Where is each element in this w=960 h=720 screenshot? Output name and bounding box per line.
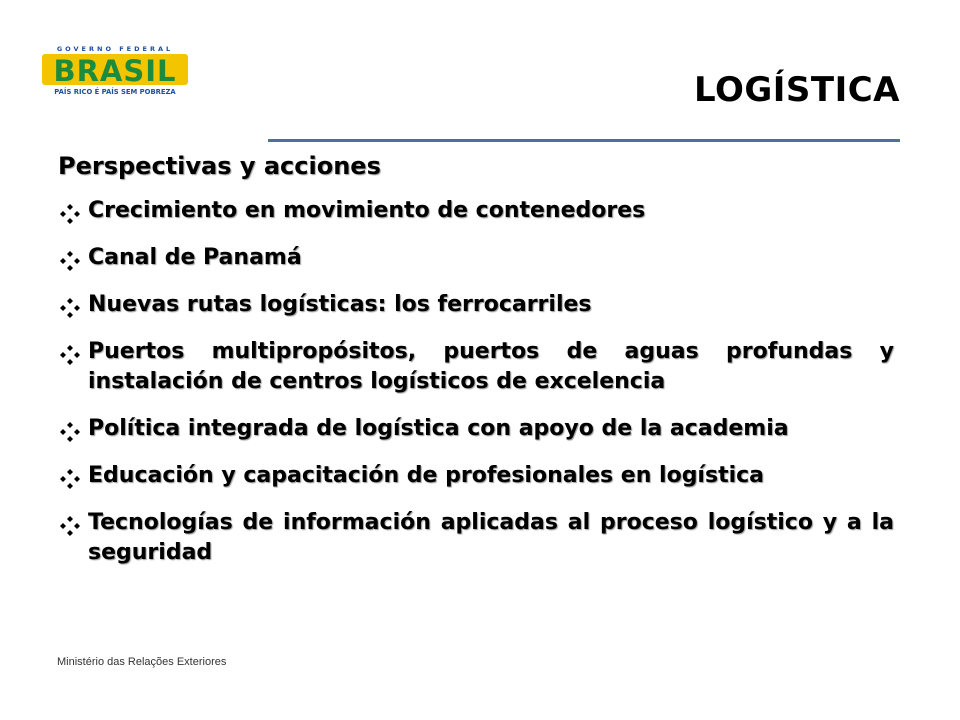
four-diamond-bullet-icon xyxy=(60,250,80,270)
bullet-text: Educación y capacitación de profesionales en logística xyxy=(88,463,765,488)
bullet-item xyxy=(58,461,894,491)
four-diamond-bullet-icon xyxy=(60,515,80,535)
footer-text: Ministério das Relações Exteriores xyxy=(57,656,227,668)
bullet-item xyxy=(58,508,894,568)
four-diamond-bullet-icon xyxy=(60,344,80,364)
four-diamond-bullet-icon xyxy=(60,297,80,317)
brasil-logo-graphic xyxy=(40,44,190,96)
bullet-text: Política integrada de logística con apoyo de la academia xyxy=(88,416,789,441)
brasil-logo xyxy=(40,44,190,96)
svg-text:BRASIL: BRASIL xyxy=(53,54,177,88)
title-divider xyxy=(268,139,900,142)
slide-title: LOGÍSTICA xyxy=(693,70,900,110)
bullet-item xyxy=(58,243,894,273)
bullet-text: Puertos multipropósitos, puertos de aguas profundas y instalación de centros logísticos de excelencia xyxy=(88,339,894,394)
svg-text:GOVERNO FEDERAL: GOVERNO FEDERAL xyxy=(56,45,174,53)
bullet-item xyxy=(58,337,894,397)
bullet-item xyxy=(58,414,894,444)
bullet-text: Canal de Panamá xyxy=(88,245,302,270)
four-diamond-bullet-icon xyxy=(60,203,80,223)
svg-text:PAÍS RICO É PAÍS SEM POBREZA: PAÍS RICO É PAÍS SEM POBREZA xyxy=(54,88,176,96)
four-diamond-bullet-icon xyxy=(60,468,80,488)
bullet-text: Nuevas rutas logísticas: los ferrocarriles xyxy=(88,292,592,317)
bullet-text: Crecimiento en movimiento de contenedores xyxy=(88,198,646,223)
bullet-text: Tecnologías de información aplicadas al proceso logístico y a la seguridad xyxy=(88,510,894,565)
four-diamond-bullet-icon xyxy=(60,421,80,441)
bullet-item xyxy=(58,196,894,226)
slide-subtitle: Perspectivas y acciones xyxy=(58,152,381,180)
bullet-item xyxy=(58,290,894,320)
bullet-list xyxy=(58,196,894,585)
